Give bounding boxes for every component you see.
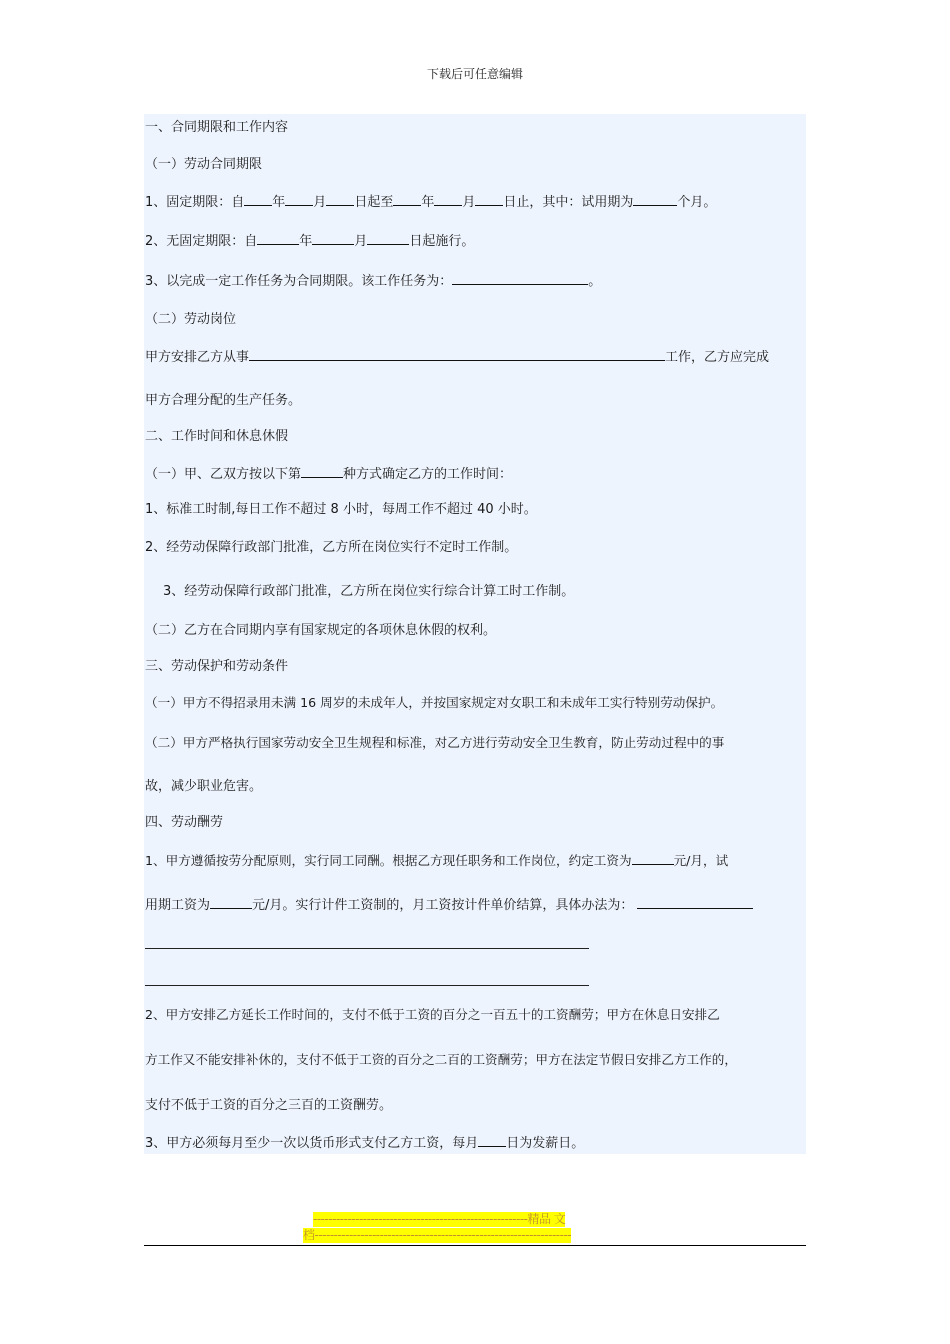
text: 。 — [588, 274, 602, 289]
text: 年 — [421, 195, 435, 210]
blank-field[interactable] — [301, 464, 343, 478]
text: 月 — [354, 234, 368, 249]
paragraph: （一）甲方不得招录用未满 16 周岁的未成年人，并按国家规定对女职工和未成年工实行特别劳动保护。 — [145, 695, 724, 710]
blank-field[interactable] — [244, 192, 272, 206]
blank-field[interactable] — [475, 192, 503, 206]
job-position-line — [145, 347, 769, 367]
blank-field[interactable] — [210, 895, 252, 909]
task-term-line — [145, 271, 601, 291]
paragraph: 3、经劳动保障行政部门批准，乙方所在岗位实行综合计算工时工作制。 — [163, 584, 575, 599]
blank-field[interactable] — [452, 271, 588, 285]
text: 元/月。实行计件工资制的，月工资按计件单价结算，具体办法为： — [252, 898, 634, 913]
paragraph: 支付不低于工资的百分之三百的工资酬劳。 — [145, 1098, 393, 1113]
work-time-line — [145, 464, 512, 484]
text: 1、固定期限：自 — [145, 195, 245, 210]
blank-field[interactable] — [478, 1133, 506, 1147]
footer-divider — [144, 1245, 806, 1246]
paragraph: （二）乙方在合同期内享有国家规定的各项休息休假的权利。 — [145, 623, 497, 638]
section-heading: 四、劳动酬劳 — [145, 815, 224, 830]
paragraph: （二）甲方严格执行国家劳动安全卫生规程和标准，对乙方进行劳动安全卫生教育，防止劳动过程中的事 — [145, 735, 725, 750]
blank-field[interactable] — [257, 231, 299, 245]
text: 3、甲方必须每月至少一次以货币形式支付乙方工资，每月 — [145, 1136, 479, 1151]
text: 用期工资为 — [145, 898, 211, 913]
section-heading: 三、劳动保护和劳动条件 — [145, 659, 289, 674]
blank-field[interactable] — [434, 192, 462, 206]
paragraph: 2、甲方安排乙方延长工作时间的，支付不低于工资的百分之一百五十的工资酬劳；甲方在休息日安排乙 — [145, 1007, 720, 1022]
text: 种方式确定乙方的工作时间： — [343, 467, 513, 482]
paragraph: 方工作又不能安排补休的，支付不低于工资的百分之二百的工资酬劳；甲方在法定节假日安排乙方工作的， — [145, 1052, 737, 1067]
salary-line — [145, 851, 728, 870]
text: 月 — [313, 195, 327, 210]
blank-field[interactable] — [633, 192, 677, 206]
open-term-line — [145, 231, 474, 251]
blank-field[interactable] — [285, 192, 313, 206]
section-heading: 二、工作时间和休息休假 — [145, 429, 289, 444]
probation-salary-line — [145, 895, 753, 915]
text: 年 — [299, 234, 313, 249]
paragraph: 甲方合理分配的生产任务。 — [145, 393, 302, 408]
blank-field[interactable] — [393, 192, 421, 206]
text: 2、无固定期限：自 — [145, 234, 258, 249]
paragraph: 故，减少职业危害。 — [145, 779, 263, 794]
blank-line[interactable] — [145, 948, 589, 949]
text: 日起至 — [354, 195, 394, 210]
subsection-heading: （二）劳动岗位 — [145, 312, 237, 327]
text: 月 — [462, 195, 476, 210]
text: 日为发薪日。 — [506, 1136, 585, 1151]
text: 工作，乙方应完成 — [665, 350, 770, 365]
text: 1、甲方遵循按劳分配原则，实行同工同酬。根据乙方现任职务和工作岗位，约定工资为 — [145, 853, 632, 868]
blank-field[interactable] — [326, 192, 354, 206]
text: 日止，其中：试用期为 — [503, 195, 634, 210]
blank-field[interactable] — [367, 231, 409, 245]
text: 个月。 — [677, 195, 717, 210]
footer-watermark-line-1: --------------------------------------------------------精品 文 — [313, 1212, 566, 1226]
payday-line — [145, 1133, 584, 1153]
text: 3、以完成一定工作任务为合同期限。该工作任务为： — [145, 274, 453, 289]
text: 甲方安排乙方从事 — [145, 350, 250, 365]
blank-field[interactable] — [637, 895, 753, 909]
text: 元/月，试 — [673, 853, 729, 868]
subsection-heading: （一）劳动合同期限 — [145, 157, 263, 172]
footer-watermark-line-2: 档------------------------------------------------------------------- — [303, 1228, 572, 1242]
blank-field[interactable] — [632, 851, 674, 865]
blank-line[interactable] — [145, 985, 589, 986]
blank-field[interactable] — [312, 231, 354, 245]
text: 日起施行。 — [409, 234, 475, 249]
page-header: 下载后可任意编辑 — [426, 67, 523, 81]
paragraph: 2、经劳动保障行政部门批准，乙方所在岗位实行不定时工作制。 — [145, 540, 518, 555]
paragraph: 1、标准工时制,每日工作不超过 8 小时，每周工作不超过 40 小时。 — [145, 502, 537, 517]
blank-field[interactable] — [249, 347, 665, 361]
fixed-term-line — [145, 192, 716, 212]
text: 年 — [272, 195, 286, 210]
text: （一）甲、乙双方按以下第 — [145, 467, 302, 482]
section-heading: 一、合同期限和工作内容 — [145, 120, 289, 135]
